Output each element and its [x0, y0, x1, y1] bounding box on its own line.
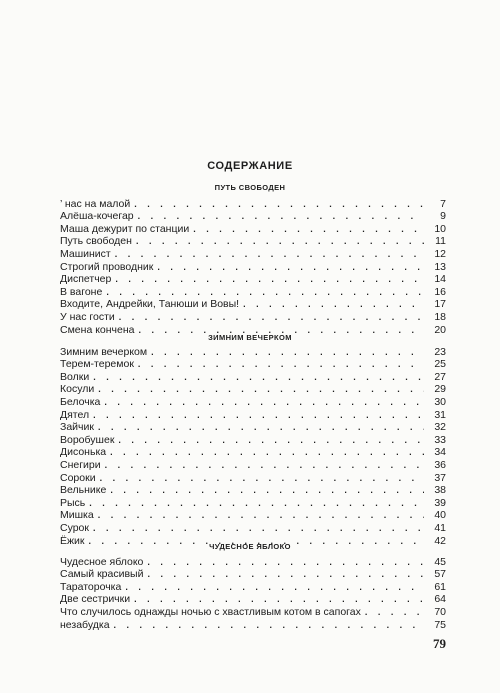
toc-entry	[60, 358, 446, 371]
page-number: 79	[433, 636, 446, 651]
dot-leader	[105, 459, 424, 471]
toc-entry-page: 10	[434, 222, 446, 235]
toc-entry-title: У нас гости	[60, 310, 115, 323]
toc-entry-title: Вельнике	[60, 484, 107, 497]
toc-entry-page: 57	[434, 568, 446, 581]
toc-entry	[60, 310, 446, 323]
toc-entry-title: Чудесное яблоко	[60, 555, 144, 568]
toc-entry-title: Самый красивый	[60, 568, 144, 581]
toc-entry-title: В вагоне	[60, 285, 103, 298]
toc-entry-page: 31	[434, 408, 446, 421]
toc-entry	[60, 210, 446, 223]
dot-leader	[89, 497, 424, 509]
toc-entry	[60, 605, 446, 618]
toc-entry-page: 61	[434, 580, 446, 593]
toc-entry-page: 18	[434, 310, 446, 323]
toc-entry-title: Волки	[60, 370, 90, 383]
section-title: ПУТЬ СВОБОДЕН	[214, 183, 286, 192]
dot-leader	[119, 311, 424, 323]
toc-entry	[60, 345, 446, 358]
toc-entry-title: Снегири	[60, 458, 101, 471]
dot-leader	[193, 223, 424, 235]
toc-list	[60, 197, 446, 336]
toc-entry-page: 39	[434, 496, 446, 509]
toc-entry	[60, 471, 446, 484]
toc-entry-title: Зимним вечерком	[60, 345, 148, 358]
toc-entry	[60, 446, 446, 459]
dot-leader	[136, 235, 424, 247]
dot-leader	[93, 371, 424, 383]
toc-entry-title: Диспетчер	[60, 273, 112, 286]
toc-entry	[60, 458, 446, 471]
toc-entry-page: 70	[434, 605, 446, 618]
toc-entry-title: Сурок	[60, 521, 89, 534]
toc-entry	[60, 235, 446, 248]
toc-entry	[60, 408, 446, 421]
toc-list	[60, 345, 446, 547]
toc-entry-title: Алёша-кочегар	[60, 210, 134, 223]
dot-leader	[157, 261, 424, 273]
toc-entry	[60, 395, 446, 408]
dot-leader	[151, 346, 424, 358]
toc-entry-page: 14	[434, 273, 446, 286]
toc-entry	[60, 496, 446, 509]
dot-leader	[365, 606, 424, 618]
toc-entry	[60, 247, 446, 260]
toc-entry-page: 9	[440, 210, 446, 223]
toc-entry-title: Маша дежурит по станции	[60, 222, 190, 235]
toc-entry-page: 11	[435, 235, 446, 248]
toc-entry	[60, 197, 446, 210]
dot-leader	[134, 198, 424, 210]
toc-entry	[60, 593, 446, 606]
section-title: ЧУДЕСНОЕ ЯБЛОКО	[209, 542, 291, 551]
toc-entry-page: 7	[440, 197, 446, 210]
toc-entry-title: ’ нас на малой	[60, 197, 131, 210]
dot-leader	[106, 286, 424, 298]
toc-entry-title: Терем-теремок	[60, 358, 134, 371]
toc-entry-title: Смена кончена	[60, 323, 135, 336]
toc-entry-page: 36	[434, 458, 446, 471]
toc-entry	[60, 222, 446, 235]
toc-entry	[60, 273, 446, 286]
dot-leader	[110, 484, 424, 496]
dot-leader	[115, 248, 424, 260]
dot-leader	[115, 273, 424, 285]
toc-entry-page: 30	[434, 395, 446, 408]
toc-entry	[60, 421, 446, 434]
toc-entry	[60, 298, 446, 311]
dot-leader	[147, 556, 424, 568]
toc-entry	[60, 568, 446, 581]
toc-entry-page: 37	[434, 471, 446, 484]
section-title: ЗИМНИМ ВЕЧЕРКОМ	[208, 333, 292, 342]
toc-entry-title: Машинист	[60, 247, 111, 260]
toc-entry-page: 17	[434, 298, 446, 311]
toc-entry-page: 29	[434, 383, 446, 396]
toc-entry	[60, 521, 446, 534]
toc-entry-page: 34	[434, 446, 446, 459]
dot-leader	[93, 522, 424, 534]
toc-entry-page: 32	[434, 421, 446, 434]
toc-entry-title: Белочка	[60, 395, 101, 408]
toc-entry	[60, 383, 446, 396]
toc-entry-page: 42	[434, 534, 446, 547]
toc-entry-page: 33	[434, 433, 446, 446]
toc-entry-page: 45	[434, 555, 446, 568]
toc-entry-page: 27	[434, 370, 446, 383]
toc-entry-title: Косули	[60, 383, 95, 396]
toc-entry-page: 13	[434, 260, 446, 273]
dot-leader	[104, 396, 424, 408]
toc-list	[60, 555, 446, 631]
dot-leader	[93, 409, 424, 421]
toc-entry	[60, 370, 446, 383]
dot-leader	[138, 210, 424, 222]
dot-leader	[125, 581, 424, 593]
dot-leader	[100, 472, 424, 484]
toc-entry-title: Путь свободен	[60, 235, 132, 248]
toc-entry	[60, 285, 446, 298]
toc-entry-page: 40	[434, 509, 446, 522]
dot-leader	[110, 446, 424, 458]
toc-entry-page: 25	[434, 358, 446, 371]
toc-entry-page: 23	[434, 345, 446, 358]
dot-leader	[114, 619, 424, 631]
toc-entry-title: незабудка	[60, 618, 110, 631]
toc-entry-page: 41	[434, 521, 446, 534]
dot-leader	[98, 421, 424, 433]
toc-entry-title: Зайчик	[60, 421, 94, 434]
toc-entry-page: 12	[434, 247, 446, 260]
dot-leader	[138, 358, 424, 370]
toc-entry	[60, 433, 446, 446]
toc-entry-title: Воробушек	[60, 433, 115, 446]
toc-entry-page: 20	[434, 323, 446, 336]
toc-entry	[60, 555, 446, 568]
toc-entry-page: 38	[434, 484, 446, 497]
toc-entry	[60, 580, 446, 593]
dot-leader	[147, 568, 424, 580]
dot-leader	[243, 298, 424, 310]
toc-entry-title: Мишка	[60, 509, 94, 522]
dot-leader	[118, 434, 424, 446]
toc-entry-title: Входите, Андрейки, Танюши и Вовы!	[60, 298, 240, 311]
toc-entry	[60, 509, 446, 522]
toc-entry-page: 16	[434, 285, 446, 298]
toc-entry-title: Ёжик	[60, 534, 85, 547]
toc-entry	[60, 618, 446, 631]
toc-entry-title: Рысь	[60, 496, 86, 509]
toc-entry-title: Сороки	[60, 471, 96, 484]
toc-entry-title: Строгий проводник	[60, 260, 154, 273]
toc-entry	[60, 484, 446, 497]
toc-entry-title: Дятел	[60, 408, 90, 421]
dot-leader	[98, 383, 424, 395]
toc-entry-title: Дисонька	[60, 446, 107, 459]
toc-entry-title: Тараторочка	[60, 580, 122, 593]
toc-entry-page: 75	[434, 618, 446, 631]
dot-leader	[134, 593, 424, 605]
dot-leader	[98, 509, 424, 521]
page-title: СОДЕРЖАНИЕ	[207, 160, 293, 172]
toc-entry-title: Что случилось однажды ночью с хвастливым котом в сапогах	[60, 605, 361, 618]
toc-entry	[60, 260, 446, 273]
toc-entry-title: Две сестрички	[60, 593, 131, 606]
toc-entry-page: 64	[434, 593, 446, 606]
